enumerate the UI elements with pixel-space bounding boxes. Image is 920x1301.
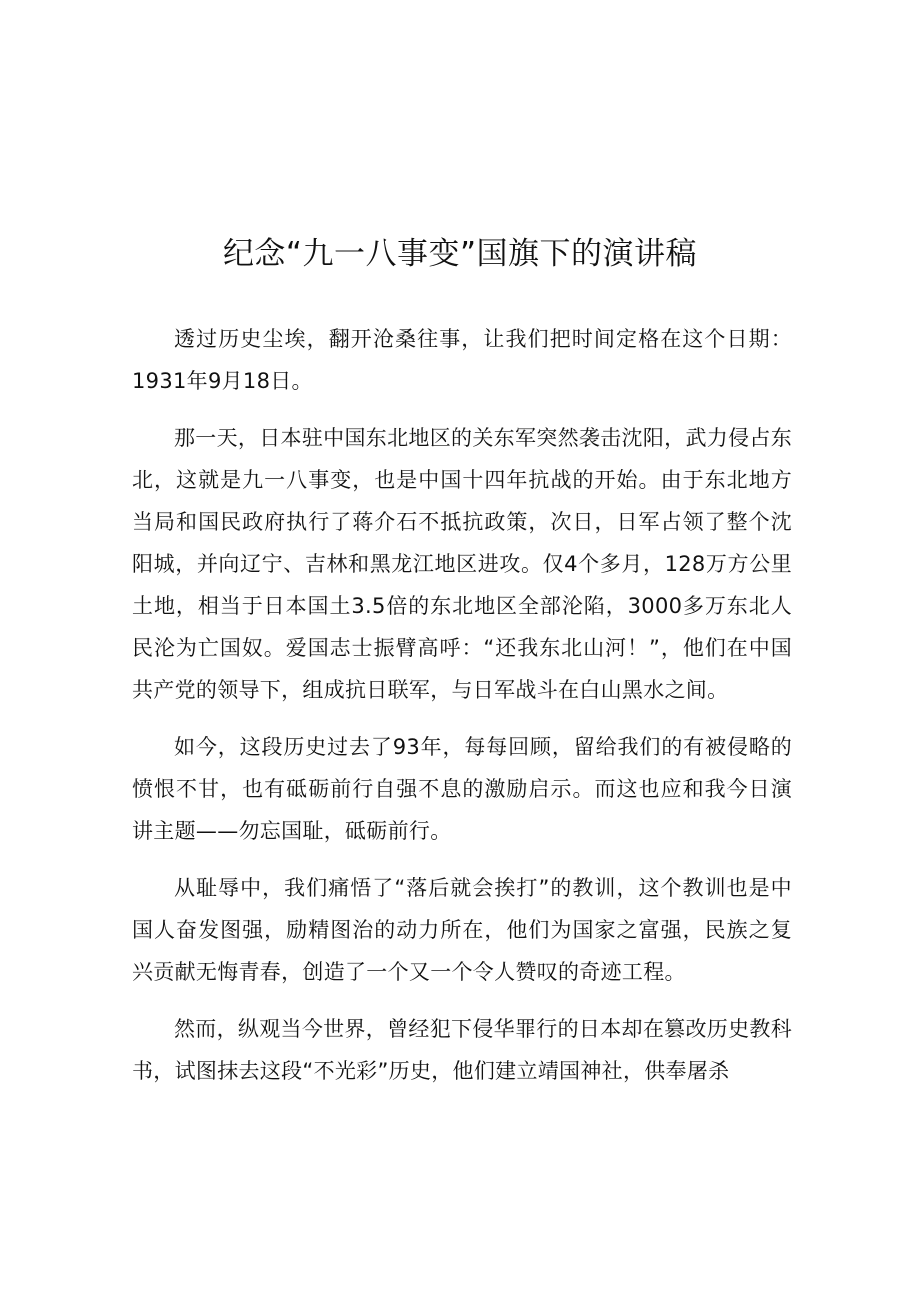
paragraph-world: 然而，纵观当今世界，曾经犯下侵华罪行的日本却在篡改历史教科书，试图抹去这段“不光彩”历史，他们建立靖国神社，供奉屠杀 bbox=[132, 1017, 792, 1083]
paragraph-today: 如今，这段历史过去了93年，每每回顾，留给我们的有被侵略的愤恨不甘，也有砥砺前行自强不息的激励启示。而这也应和我今日演讲主题——勿忘国耻，砥砺前行。 bbox=[132, 735, 792, 843]
document-body bbox=[132, 318, 792, 1107]
document-title: 纪念“九一八事变”国旗下的演讲稿 bbox=[222, 236, 698, 272]
paragraph-lesson: 从耻辱中，我们痛悟了“落后就会挨打”的教训，这个教训也是中国人奋发图强，励精图治的动力所在，他们为国家之富强，民族之复兴贡献无悔青春，创造了一个又一个令人赞叹的奇迹工程。 bbox=[132, 876, 792, 984]
paragraph-intro: 透过历史尘埃，翻开沧桑往事，让我们把时间定格在这个日期：1931年9月18日。 bbox=[132, 327, 792, 393]
paragraph-history: 那一天，日本驻中国东北地区的关东军突然袭击沈阳，武力侵占东北，这就是九一八事变，也是中国十四年抗战的开始。由于东北地方当局和国民政府执行了蒋介石不抵抗政策，次日，日军占领了整个沈阳城，并向辽宁、吉林和黑龙江地区进攻。仅4个多月，128万方公里土地，相当于日本国土3.5倍的东北地区全部沦陷，3000多万东北人民沦为亡国奴。爱国志士振臂高呼：“还我东北山河！”，他们在中国共产党的领导下，组成抗日联军，与日军战斗在白山黑水之间。 bbox=[132, 426, 792, 702]
